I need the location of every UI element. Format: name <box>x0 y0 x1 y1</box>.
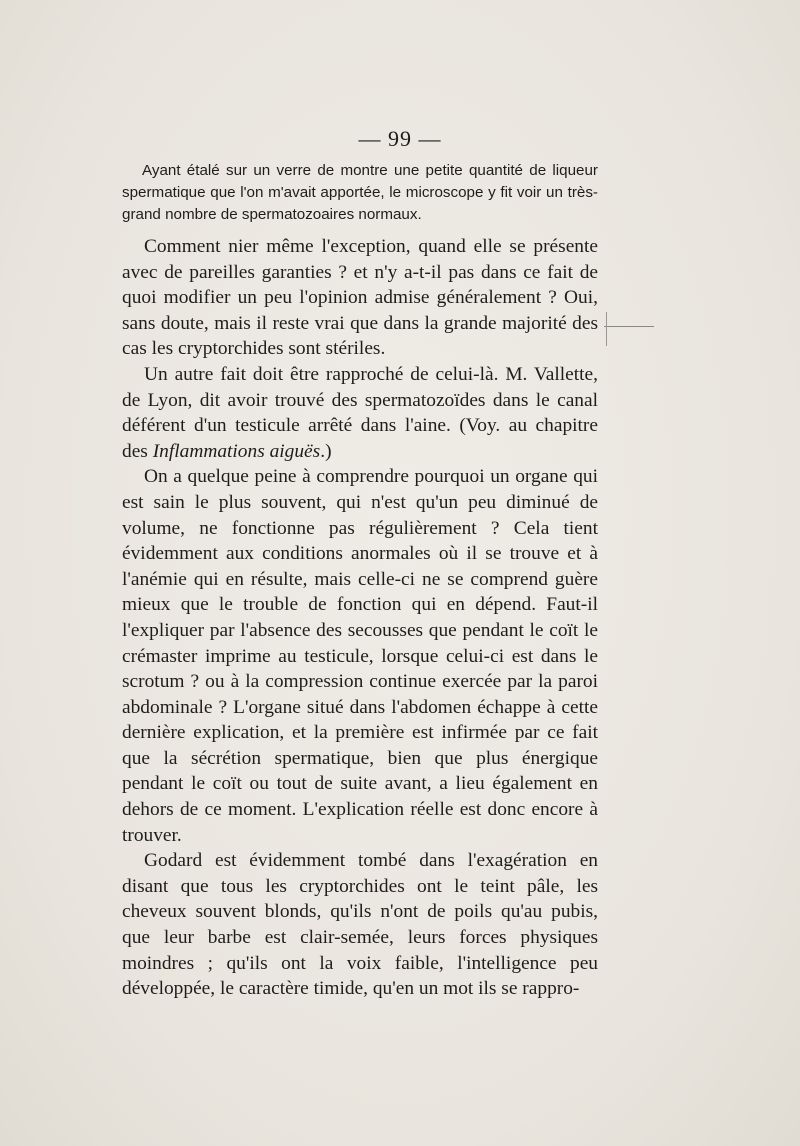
paragraph-2-italic-title: Inflammations aiguës <box>152 440 321 462</box>
paragraph-3: On a quelque peine à comprendre pourquoi un organe qui est sain le plus souvent, qui n'est qu'un peu diminué de volume, ne fonctionne pas régulièrement ? Cela tient évidemment aux conditions anormales où il se trouve et à l'anémie qui en résulte, mais celle-ci ne se comprend guère mieux que le trouble de fonction qui en dépend. Faut-il l'expliquer par l'absence des secousses que pendant le coït le crémaster imprime au testicule, lorsque celui-ci est dans le scrotum ? ou à la compression continue exercée par la paroi abdominale ? L'organe situé dans l'abdomen échappe à cette dernière explication, et la première est infirmée par ce fait que la sécrétion spermatique, bien que plus énergique pendant le coït ou tout de suite avant, a lieu également en dehors de ce moment. L'explication réelle est donc encore à trouver. <box>122 466 598 846</box>
paragraph-4: Godard est évidemment tombé dans l'exagération en disant que tous les cryptorchides ont le teint pâle, les cheveux souvent blonds, qu'ils n'ont de poils qu'au pubis, que leur barbe est clair-semée, leurs forces physiques moindres ; qu'ils ont la voix faible, l'intelligence peu développée, le caractère timide, qu'en un mot ils se rappro- <box>122 850 598 1000</box>
paragraph-2-text-before: Un autre fait doit être rapproché de celui-là. M. Vallette, de Lyon, dit avoir trouvé des spermatozoïdes dans le canal déférent d'un testicule arrêté dans l'aine. (Voy. au chapitre des <box>122 363 598 462</box>
quoted-observation <box>122 160 598 226</box>
body-text <box>122 234 598 1002</box>
margin-tick-mark <box>606 312 607 346</box>
paragraph-2 <box>122 362 598 464</box>
margin-pencil-mark <box>604 326 654 327</box>
quote-paragraph: Ayant étalé sur un verre de montre une petite quantité de liqueur spermatique que l'on m'avait apportée, le microscope y fit voir un très-grand nombre de spermatozoaires normaux. <box>122 162 598 223</box>
paragraph-2-text-after: .) <box>320 440 332 462</box>
page-number: — 99 — <box>358 126 442 151</box>
paragraph-1: Comment nier même l'exception, quand elle se présente avec de pareilles garanties ? et n'y a-t-il pas dans ce fait de quoi modifier un peu l'opinion admise généralement ? Oui, sans doute, mais il reste vrai que dans la grande majorité des cas les cryptorchides sont stériles. <box>122 236 598 360</box>
